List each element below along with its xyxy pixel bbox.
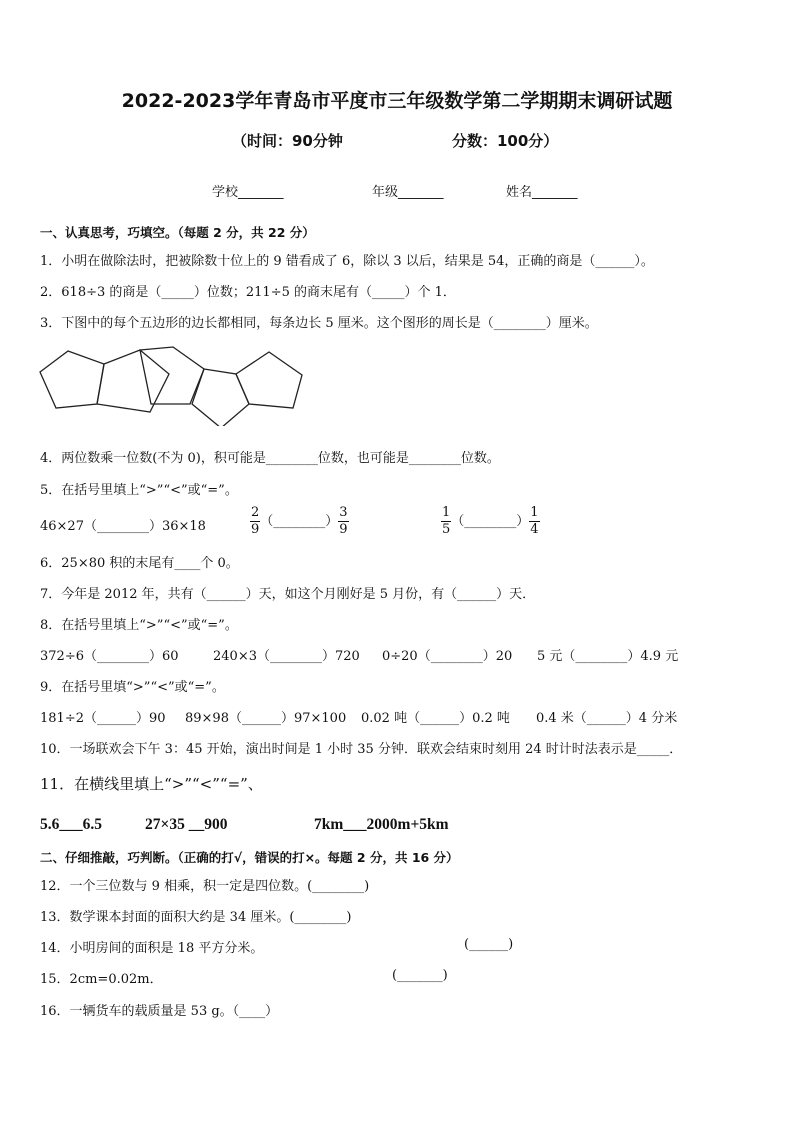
question-12: 12．一个三位数与 9 相乘，积一定是四位数。(________) <box>40 879 370 894</box>
pentagon-2 <box>97 350 169 412</box>
question-10: 10．一场联欢会下午 3：45 开始，演出时间是 1 小时 35 分钟．联欢会结束时刻用 24 时计时法表示是_____． <box>40 742 683 757</box>
name-field: 姓名_______ <box>506 185 578 200</box>
question-4: 4．两位数乘一位数(不为 0)，积可能是________位数，也可能是________位数。 <box>40 451 500 466</box>
question-6: 6．25×80 积的末尾有____个 0。 <box>40 556 239 571</box>
question-11: 11．在横线里填上“>”“<”“=”、 <box>40 775 263 793</box>
section1-heading: 一、认真思考，巧填空。（每题 2 分，共 22 分） <box>40 225 315 240</box>
question-9-d: 0.4 米（______）4 分米 <box>536 711 678 726</box>
question-5: 5．在括号里填上“>”“<”或“=”。 <box>40 483 238 498</box>
question-14-blank: (______) <box>464 937 514 952</box>
question-7: 7．今年是 2012 年，共有（______）天，如这个月刚好是 5 月份，有（______）天． <box>40 587 536 602</box>
school-field: 学校_______ <box>212 185 284 200</box>
question-9-c: 0.02 吨（______）0.2 吨 <box>361 711 510 726</box>
question-13: 13．数学课本封面的面积大约是 34 厘米。(________) <box>40 910 352 925</box>
question-5-b: $\frac{2}{9}$ （________） $\frac{3}{9}$ <box>251 505 348 537</box>
question-11-b: 27×35 __900 <box>145 816 228 833</box>
question-14: 14．小明房间的面积是 18 平方分米。 <box>40 941 264 956</box>
question-9-b: 89×98（______）97×100 <box>185 711 347 726</box>
question-5-c: $\frac{1}{5}$ （________） $\frac{1}{4}$ <box>442 505 539 537</box>
pentagon-4 <box>192 369 249 426</box>
pentagon-5 <box>236 352 302 408</box>
question-1: 1．小明在做除法时，把被除数十位上的 9 错看成了 6，除以 3 以后，结果是 54，正确的商是（______）。 <box>40 254 654 269</box>
question-2: 2．618÷3 的商是（_____）位数；211÷5 的商末尾有（_____）个 1． <box>40 285 456 300</box>
question-11-a: 5.6___6.5 <box>40 816 102 833</box>
question-15-blank: (_______) <box>392 968 448 983</box>
exam-time: （时间：90分钟 <box>232 132 343 150</box>
grade-field: 年级_______ <box>372 185 444 200</box>
exam-score: 分数：100分） <box>452 132 559 150</box>
question-8-b: 240×3（________）720 <box>213 649 360 664</box>
page-title: 2022-2023学年青岛市平度市三年级数学第二学期期末调研试题 <box>121 90 673 112</box>
question-3: 3．下图中的每个五边形的边长都相同，每条边长 5 厘米。这个图形的周长是（________）厘米。 <box>40 316 598 331</box>
question-9-a: 181÷2（______）90 <box>40 711 166 726</box>
pentagons-figure <box>36 346 316 426</box>
question-16: 16．一辆货车的载质量是 53 g。（____） <box>40 1004 279 1019</box>
question-8-c: 0÷20（________）20 <box>382 649 513 664</box>
pentagon-1 <box>40 351 104 408</box>
question-8: 8．在括号里填上“>”“<”或“=”。 <box>40 618 238 633</box>
question-9: 9．在括号里填“>”“<”或“=”。 <box>40 680 225 695</box>
question-15: 15．2cm=0.02m． <box>40 972 163 987</box>
question-8-d: 5 元（________）4.9 元 <box>537 649 679 664</box>
question-11-c: 7km___2000m+5km <box>314 816 449 833</box>
question-8-a: 372÷6（________）60 <box>40 649 179 664</box>
question-5-a: 46×27（________）36×18 <box>40 519 206 534</box>
section2-heading: 二、仔细推敲，巧判断。（正确的打√，错误的打×。每题 2 分，共 16 分） <box>40 850 459 865</box>
